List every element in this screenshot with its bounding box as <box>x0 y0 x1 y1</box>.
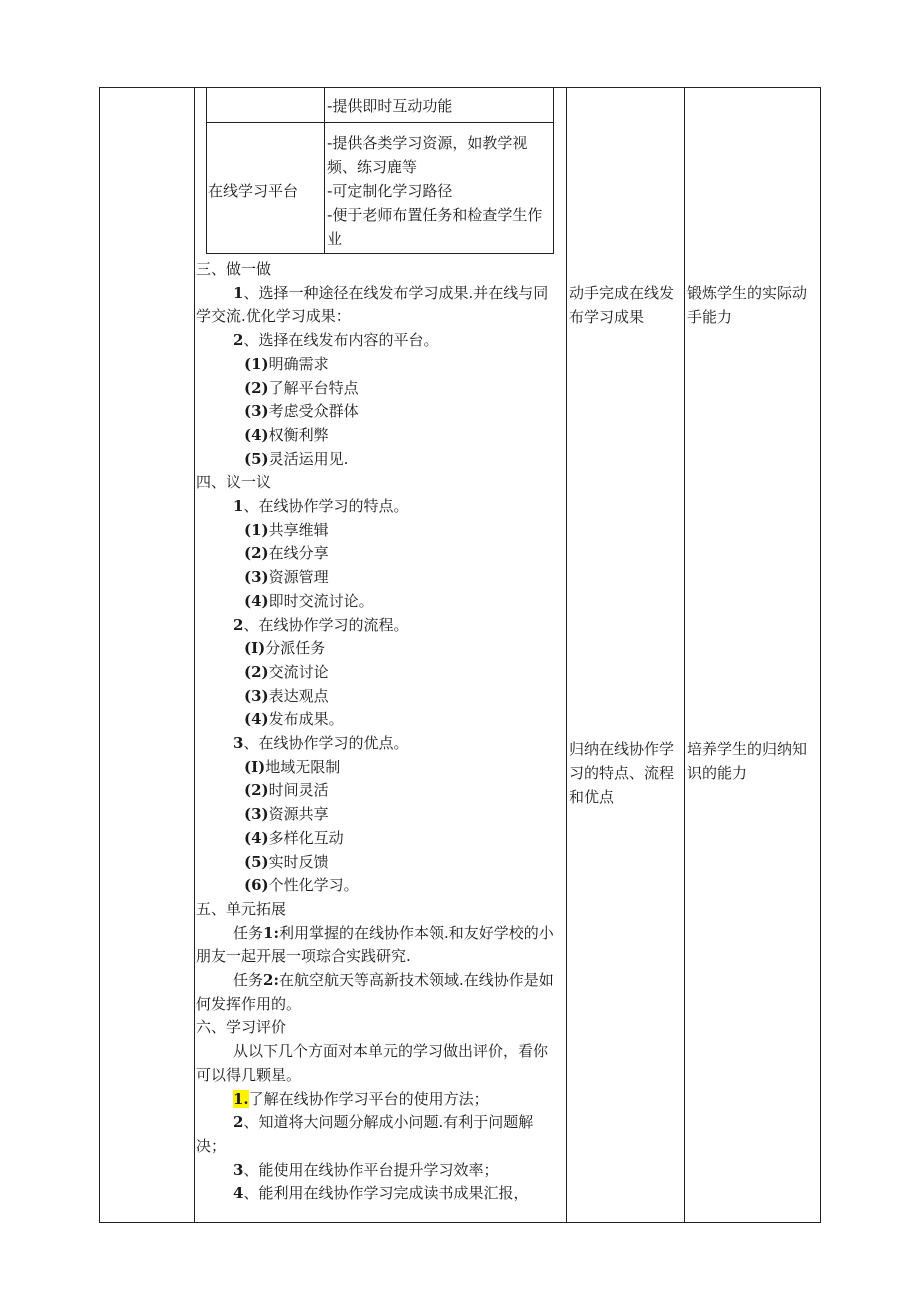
content-line <box>244 684 329 708</box>
inner-table-text-line: 业 <box>327 230 343 248</box>
line-number: (4) <box>244 710 269 729</box>
line-number: 2 <box>233 331 244 350</box>
content-line <box>244 589 374 613</box>
activity-text-line: 习的特点、流程 <box>569 764 675 782</box>
content-line <box>244 755 340 779</box>
inner-table-row-divider <box>206 122 554 123</box>
line-text: 、选择在线发布内容的平台。 <box>243 331 439 350</box>
content-line <box>233 494 408 518</box>
line-number: (2) <box>244 544 269 563</box>
line-text: 、在线协作学习的流程。 <box>243 615 409 634</box>
line-text: 分派任务 <box>265 639 326 658</box>
line-text: 权衡利弊 <box>268 425 329 444</box>
line-prefix: 任务 <box>233 971 264 989</box>
line-number: 1. <box>233 1089 249 1108</box>
line-number: (3) <box>244 402 269 421</box>
line-number: 1 <box>233 497 244 515</box>
content-line <box>233 1087 489 1111</box>
content-line <box>233 613 408 637</box>
line-number: (2) <box>244 378 269 397</box>
content-line <box>244 518 329 542</box>
inner-table-col-divider <box>324 87 325 253</box>
line-number: 1: <box>263 923 279 942</box>
table-border-right <box>820 87 821 1223</box>
content-line <box>244 826 344 850</box>
line-text: 资源共享 <box>268 805 329 824</box>
intent-text-line: 培养学生的归纳知 <box>687 740 808 758</box>
inner-table-text-line: -可定制化学习路径 <box>327 182 453 200</box>
content-line <box>196 944 411 968</box>
content-line <box>196 470 271 494</box>
activity-text-line: 布学习成果 <box>569 308 645 326</box>
line-number: 4 <box>233 1184 244 1203</box>
content-line <box>244 447 348 471</box>
line-number: (5) <box>244 449 269 468</box>
line-text: 利用掌握的在线协作本领.和友好学校的小 <box>279 923 554 942</box>
line-number: (4) <box>244 828 269 847</box>
line-text: 地域无限制 <box>265 757 341 776</box>
content-line <box>244 636 325 660</box>
line-number: (3) <box>244 686 269 705</box>
content-line <box>244 802 329 826</box>
line-text: 在航空航天等高新技术领域.在线协作是如 <box>279 971 554 989</box>
content-line <box>233 281 548 305</box>
line-number: (1) <box>244 354 269 373</box>
line-text: 学交流.优化学习成果： <box>196 307 351 326</box>
content-line <box>196 1063 301 1087</box>
platform-name-cell: 在线学习平台 <box>208 182 299 200</box>
line-text: 个性化学习。 <box>268 876 359 895</box>
line-text: 交流讨论 <box>268 662 329 681</box>
line-text: 发布成果。 <box>268 710 344 729</box>
activity-text-line: 归纳在线协作学 <box>569 740 675 758</box>
intent-text-line: 手能力 <box>687 308 733 326</box>
intent-text-line: 识的能力 <box>687 764 748 782</box>
line-text: 三、做一做 <box>196 260 272 278</box>
line-number: (4) <box>244 591 269 610</box>
content-line <box>244 660 329 684</box>
line-number: (2) <box>244 781 269 800</box>
inner-table-text-line: 频、练习鹿等 <box>327 158 418 176</box>
line-number: 2 <box>233 615 244 634</box>
line-text: 六、学习评价 <box>196 1018 287 1037</box>
line-number: (6) <box>244 876 269 895</box>
line-text: 了解在线协作学习平台的使用方法； <box>248 1089 489 1108</box>
line-text: 时间灵活 <box>268 781 329 800</box>
line-text: 、在线协作学习的特点。 <box>243 497 409 515</box>
line-number: (3) <box>244 805 269 824</box>
intent-text-line: 锻炼学生的实际动 <box>687 284 808 302</box>
content-line <box>196 1015 286 1039</box>
line-text: 从以下几个方面对本单元的学习做出评价，看你 <box>233 1042 549 1061</box>
content-line <box>196 1134 226 1158</box>
line-text: 朋友一起开展一项琮合实践研究. <box>196 947 411 966</box>
content-line <box>233 968 554 992</box>
line-text: 即时交流讨论。 <box>268 591 374 610</box>
line-text: 、选择一种途径在线发布学习成果.并在线与同 <box>243 283 549 302</box>
content-line <box>244 873 359 897</box>
activity-text-line: 动手完成在线发 <box>569 284 675 302</box>
line-number: (3) <box>244 568 269 587</box>
content-line <box>233 921 554 945</box>
line-text: 在线分享 <box>268 544 329 563</box>
line-number: (I) <box>244 639 266 658</box>
line-text: 了解平台特点 <box>268 378 359 397</box>
inner-table-border-bottom <box>206 253 554 254</box>
content-line <box>244 376 359 400</box>
line-text: 可以得几颗星。 <box>196 1065 302 1084</box>
content-line <box>244 541 329 565</box>
line-number: (I) <box>244 757 266 776</box>
content-line <box>196 897 286 921</box>
line-text: 、在线协作学习的优点。 <box>243 734 409 752</box>
content-line <box>196 992 301 1016</box>
content-line <box>244 778 329 802</box>
line-text: 五、单元拓展 <box>196 899 287 918</box>
content-line <box>244 850 329 874</box>
inner-table-border-right <box>553 87 554 253</box>
content-line <box>196 257 271 281</box>
content-line <box>244 423 329 447</box>
line-number: (1) <box>244 520 269 539</box>
line-number: 1 <box>233 283 244 302</box>
line-number: 2 <box>233 1113 244 1132</box>
line-number: 3 <box>233 1160 244 1179</box>
line-number: 2: <box>263 971 279 989</box>
inner-table-text-line: -提供即时互动功能 <box>327 97 453 115</box>
line-number: (2) <box>244 662 269 681</box>
line-text: 决； <box>196 1136 227 1155</box>
content-line <box>233 1158 498 1182</box>
line-number: (5) <box>244 852 269 871</box>
line-text: 、能利用在线协作学习完成读书成果汇报， <box>243 1184 529 1203</box>
line-text: 、能使用在线协作平台提升学习效率； <box>243 1160 499 1179</box>
line-text: 明确需求 <box>268 354 329 373</box>
line-number: 3 <box>233 734 244 752</box>
table-border-bottom <box>99 1222 821 1223</box>
line-text: 灵活运用见. <box>268 449 349 468</box>
content-line <box>233 1110 533 1134</box>
line-text: 实时反馈 <box>268 852 329 871</box>
content-line <box>233 731 408 755</box>
line-text: 、知道将大问题分解成小问题.有利于问题解 <box>243 1113 534 1132</box>
content-line <box>244 565 329 589</box>
inner-table-border-left <box>206 87 207 253</box>
content-line <box>244 707 344 731</box>
activity-text-line: 和优点 <box>569 788 615 806</box>
content-line <box>233 1039 548 1063</box>
line-prefix: 任务 <box>233 923 264 942</box>
inner-table-text-line: -便于老师布置任务和检查学生作 <box>327 206 543 224</box>
line-text: 共享维辑 <box>268 520 329 539</box>
inner-table-text-line: -提供各类学习资源，如教学视 <box>327 134 528 152</box>
table-col-divider-2 <box>566 87 567 1223</box>
table-col-divider-3 <box>684 87 685 1223</box>
content-line <box>233 1181 528 1205</box>
line-number: (4) <box>244 425 269 444</box>
table-border-top <box>99 87 821 88</box>
content-line <box>244 399 359 423</box>
content-line <box>233 328 438 352</box>
table-border-left <box>99 87 100 1223</box>
table-col-divider-1 <box>194 87 195 1223</box>
line-text: 四、议一议 <box>196 473 272 492</box>
line-text: 何发挥作用的。 <box>196 994 302 1013</box>
line-text: 表达观点 <box>268 686 329 705</box>
content-line <box>196 304 351 328</box>
line-text: 多样化互动 <box>268 828 344 847</box>
content-line <box>244 352 329 376</box>
line-text: 考虑受众群体 <box>268 402 359 421</box>
line-text: 资源管理 <box>268 568 329 587</box>
